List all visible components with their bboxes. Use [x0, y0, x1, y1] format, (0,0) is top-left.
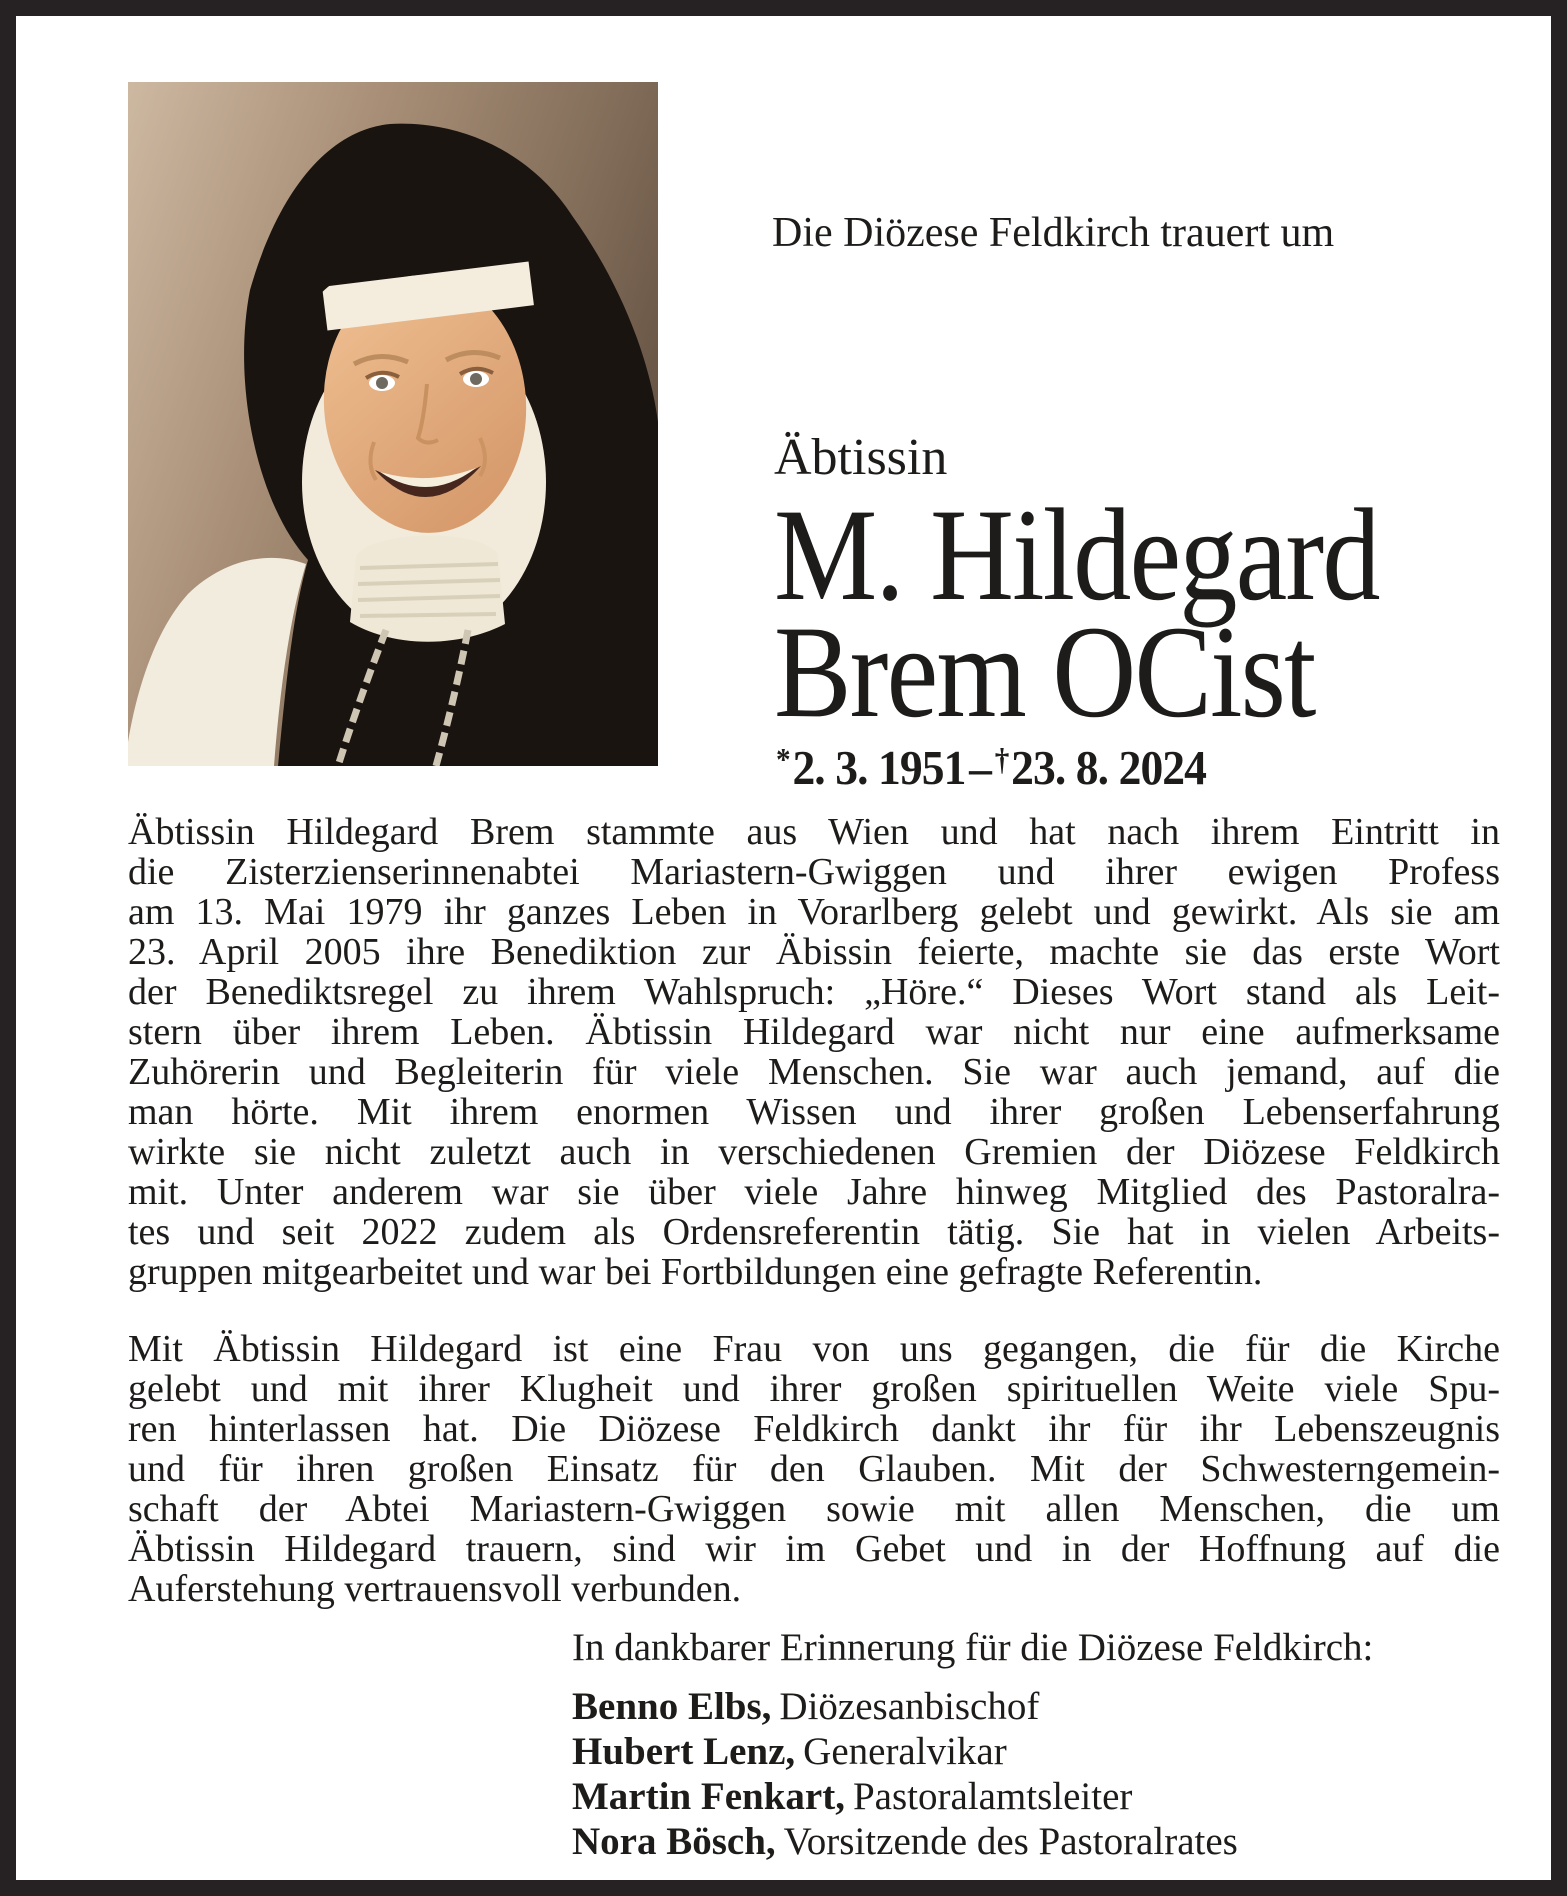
text-line: wirkte sie nicht zuletzt auch in verschiedenen Gremien der Diözese Feldkirch [128, 1131, 1500, 1173]
text-line: 23. April 2005 ihre Benediktion zur Äbissin feierte, machte sie das erste Wort [128, 931, 1500, 973]
text-line: mit. Unter anderem war sie über viele Jahre hinweg Mitglied des Pastoralra- [128, 1171, 1500, 1213]
signatory-line [572, 1684, 1238, 1729]
text-line: der Benediktsregel zu ihrem Wahlspruch: „Höre.“ Dieses Wort stand als Leit- [128, 971, 1500, 1013]
signatory-name: Nora Bösch, [572, 1820, 776, 1863]
text-line: Auferstehung vertrauensvoll verbunden. [128, 1568, 742, 1610]
text-line: schaft der Abtei Mariastern-Gwiggen sowie mit allen Menschen, die um [128, 1488, 1500, 1530]
signatory-name: Hubert Lenz, [572, 1730, 796, 1773]
text-line: und für ihren großen Einsatz für den Glauben. Mit der Schwesterngemein- [128, 1448, 1500, 1490]
text-line: man hörte. Mit ihrem enormen Wissen und ihrer großen Lebenserfahrung [128, 1091, 1500, 1133]
text-line: Mit Äbtissin Hildegard ist eine Frau von uns gegangen, die für die Kirche [128, 1328, 1500, 1370]
deceased-title: Äbtissin [774, 429, 948, 486]
signatory-line [572, 1774, 1238, 1819]
deceased-name-line1: M. Hildegard [774, 481, 1379, 628]
signatory-name: Martin Fenkart, [572, 1775, 845, 1818]
birth-date: 2. 3. 1951 [792, 740, 966, 795]
signatory-line [572, 1819, 1238, 1864]
text-line: ren hinterlassen hat. Die Diözese Feldkirch dankt ihr für ihr Lebenszeugnis [128, 1408, 1500, 1450]
deceased-name-line2: Brem OCist [774, 598, 1315, 745]
text-line: gelebt und mit ihrer Klugheit und ihrer großen spirituellen Weite viele Spu- [128, 1368, 1500, 1410]
date-separator: – [969, 740, 992, 795]
signatory-role: Vorsitzende des Pastoralrates [783, 1820, 1238, 1863]
text-line: Äbtissin Hildegard trauern, sind wir im Gebet und in der Hoffnung auf die [128, 1528, 1500, 1570]
signatory-role: Pastoralamtsleiter [852, 1775, 1133, 1818]
obituary-paragraph-1 [128, 812, 1500, 1292]
remembrance-intro: In dankbarer Erinnerung für die Diözese Feldkirch: [572, 1626, 1374, 1669]
deceased-name [774, 481, 1379, 745]
text-line: die Zisterzienserinnenabtei Mariastern-Gwiggen und ihrer ewigen Profess [128, 851, 1500, 893]
signatory-name: Benno Elbs, [572, 1685, 772, 1728]
signatory-role: Diözesanbischof [779, 1685, 1040, 1728]
signatories-list [572, 1684, 1238, 1864]
portrait-photo-graphic [128, 82, 658, 766]
portrait-photo [128, 82, 658, 766]
obituary-paragraph-2 [128, 1329, 1500, 1609]
text-line: Zuhörerin und Begleiterin für viele Menschen. Sie war auch jemand, auf die [128, 1051, 1500, 1093]
text-line: am 13. Mai 1979 ihr ganzes Leben in Vorarlberg gelebt und gewirkt. Als sie am [128, 891, 1500, 933]
text-line: gruppen mitgearbeitet und war bei Fortbildungen eine gefragte Referentin. [128, 1251, 1263, 1293]
birth-symbol: * [776, 742, 790, 777]
death-symbol: † [994, 742, 1009, 777]
dates-line [776, 734, 1206, 794]
text-line: stern über ihrem Leben. Äbtissin Hildegard war nicht nur eine aufmerksame [128, 1011, 1500, 1053]
text-line: tes und seit 2022 zudem als Ordensreferentin tätig. Sie hat in vielen Arbeits- [128, 1211, 1500, 1253]
text-line: Äbtissin Hildegard Brem stammte aus Wien und hat nach ihrem Eintritt in [128, 811, 1500, 853]
mourning-header: Die Diözese Feldkirch trauert um [772, 210, 1335, 256]
signatory-role: Generalvikar [803, 1730, 1007, 1773]
signatory-line [572, 1729, 1238, 1774]
death-date: 23. 8. 2024 [1011, 740, 1207, 795]
